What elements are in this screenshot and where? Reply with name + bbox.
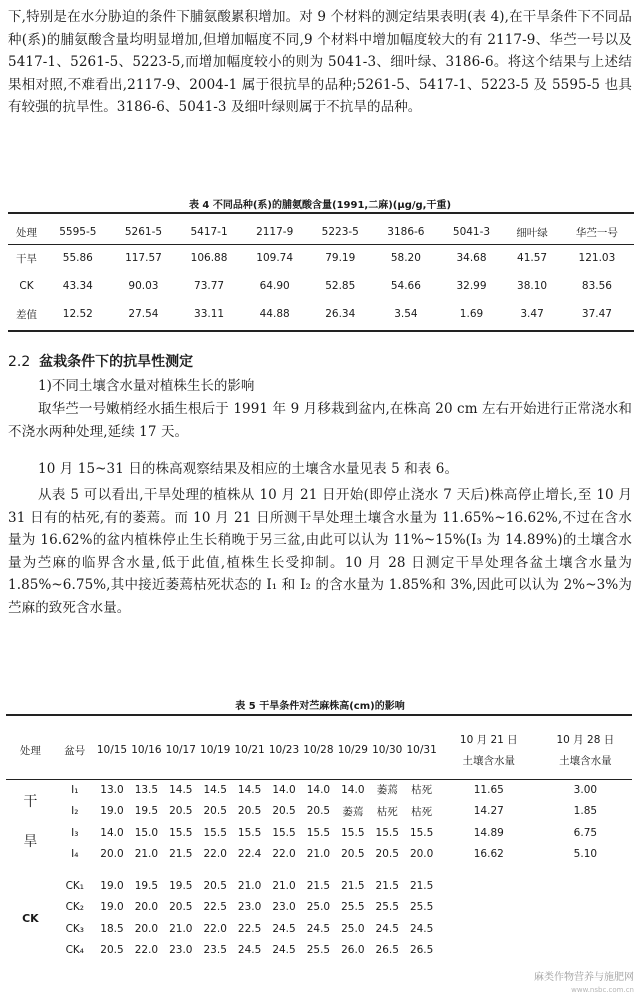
table5-head-date: 10/29 <box>337 744 368 756</box>
table5-cell: 14.0 <box>306 783 331 796</box>
paragraph-1: 取华苎一号嫩梢经水插生根后于 1991 年 9 月移栽到盆内,在株高 20 cm 左右开始进行正常浇水和不浇水两种处理,延续 17 天。 <box>8 401 632 440</box>
table5-pot: I₃ <box>71 826 79 839</box>
table4-cell: 38.10 <box>517 280 548 292</box>
table5-cell: 20.5 <box>237 805 262 818</box>
table5-row <box>6 918 632 940</box>
table5-head-moisture-1021 <box>439 721 539 779</box>
table5-cell: 20.5 <box>169 805 193 818</box>
table5-cell: 22.5 <box>203 901 227 914</box>
table5-cell: 15.5 <box>169 826 193 839</box>
table4-cell: 3.54 <box>394 308 418 320</box>
table5-cell: 13.5 <box>134 783 159 796</box>
table5-cell: 21.0 <box>306 848 331 861</box>
table5-cell: 24.5 <box>272 922 296 935</box>
table5-cell: 24.5 <box>306 922 331 935</box>
table5-cell: 枯死 <box>411 805 433 818</box>
table5-cell: 21.0 <box>169 922 193 935</box>
table4-cell: 26.34 <box>325 308 356 320</box>
table5-spacer-row <box>6 865 632 875</box>
table5-spacer-cell <box>6 865 632 875</box>
table4-cell: 1.69 <box>459 308 484 320</box>
table4-cell: 64.90 <box>259 280 290 292</box>
table4-header-cell: 3186-6 <box>387 226 425 238</box>
table5-row <box>6 897 632 919</box>
table4-cell: 55.86 <box>62 252 93 264</box>
table5-cell: 26.0 <box>341 944 365 957</box>
table5-header-row <box>6 721 632 779</box>
table5-pot: I₂ <box>71 805 79 818</box>
table5-group-drought-char2: 旱 <box>23 834 38 850</box>
table4-cell: 干旱 <box>16 252 38 265</box>
table5-cell: 20.0 <box>134 901 159 914</box>
paragraph-3: 从表 5 可以看出,干旱处理的植株从 10 月 21 日开始(即停止浇水 7 天后)株高停止增长,至 10 月 31 日有的枯死,有的萎蔫。而 10 月 21 日所测干旱处理土壤含水量为 11.65%~16.62%,不过在含水量为 16.62%的盆内植株停止生长稍晚于另三盆,由此可以认为 11%~15%(I₃ 为 14.89%)的土壤含水量为苎麻的临界含水量,低于此值,植株生长受抑制。10 月 28 日测定干旱处理各盆土壤含水量为 1.85%~6.75%,其中接近萎蔫枯死状态的 I₁ 和 I₂ 的含水量为 1.85%和 3%,因此可以认为 2%~3%为苎麻的致死含水量。 <box>8 487 632 616</box>
section-title: 盆栽条件下的抗旱性测定 <box>39 354 194 370</box>
table5-cell: 20.5 <box>169 901 193 914</box>
table5-cell: 15.5 <box>203 826 227 839</box>
table5-cell: 19.0 <box>100 879 124 892</box>
table4 <box>8 220 634 328</box>
table4-cell: 差值 <box>16 308 38 321</box>
table5-cell: 15.0 <box>134 826 159 839</box>
table5-moisture-1021 <box>439 897 539 919</box>
table5-cell: 14.0 <box>100 826 124 839</box>
table5-cell: 14.5 <box>169 783 193 796</box>
table4-cell: 27.54 <box>128 308 159 320</box>
table4-header-cell: 5223-5 <box>321 226 359 238</box>
table5-row <box>6 875 632 897</box>
table4-caption: 表 4 不同品种(系)的脯氨酸含量(1991,二麻)(μg/g,干重) <box>188 200 452 211</box>
table5-head-date: 10/21 <box>234 744 265 756</box>
table5-cell: 21.5 <box>341 879 365 892</box>
table5-cell: 25.0 <box>341 922 365 935</box>
table5-moisture-1028: 5.10 <box>573 848 598 861</box>
watermark <box>534 972 634 996</box>
table4-cell: CK <box>19 280 34 292</box>
table5-cell: 25.5 <box>409 901 434 914</box>
table4-cell: 44.88 <box>259 308 290 320</box>
table5-cell: 22.0 <box>203 848 227 861</box>
table5-head-date: 10/28 <box>303 744 334 756</box>
table5-moisture-1028: 1.85 <box>573 805 598 818</box>
table5-head-moisture-1028-label: 土壤含水量 <box>559 755 612 767</box>
table4-header-cell: 2117-9 <box>256 226 294 238</box>
table5-cell: 24.5 <box>409 922 434 935</box>
table4-cell: 12.52 <box>62 308 93 320</box>
table5-row <box>6 801 632 823</box>
table4-top-rule <box>8 212 634 214</box>
table5-cell: 20.5 <box>100 944 124 957</box>
table5-group-drought <box>6 779 55 865</box>
table5-cell: 19.5 <box>134 879 159 892</box>
watermark-title: 麻类作物营养与施肥网 <box>534 972 634 983</box>
table5-head-moisture-1021-label: 土壤含水量 <box>462 755 516 767</box>
table4-row <box>8 244 634 272</box>
table4-cell: 83.56 <box>581 280 612 292</box>
table4-row <box>8 300 634 328</box>
table5-moisture-1028 <box>539 875 632 897</box>
table5-cell: 20.0 <box>134 922 159 935</box>
table5-moisture-1021 <box>439 918 539 940</box>
table5-cell: 15.5 <box>409 826 434 839</box>
table5-cell: 枯死 <box>376 805 398 818</box>
table4-header-cell: 5041-3 <box>452 226 491 238</box>
table4-cell: 106.88 <box>190 252 228 264</box>
table4-cell: 3.47 <box>520 308 544 320</box>
table5-head-date: 10/30 <box>372 744 403 756</box>
table5-cell: 15.5 <box>341 826 365 839</box>
table4-cell: 52.85 <box>325 280 356 292</box>
table5-cell: 20.5 <box>341 848 365 861</box>
table5-cell: 18.5 <box>100 922 124 935</box>
table5-cell: 14.0 <box>272 783 296 796</box>
table5-moisture-1021: 14.89 <box>473 826 504 839</box>
table5-cell: 15.5 <box>375 826 399 839</box>
table5-moisture-1028: 6.75 <box>573 826 598 839</box>
table5-pot: CK₄ <box>65 944 85 957</box>
table5-moisture-1021: 11.65 <box>473 783 504 796</box>
table5-moisture-1021: 14.27 <box>473 805 504 818</box>
table5-row <box>6 822 632 844</box>
table4-cell: 33.11 <box>194 308 225 320</box>
table5-cell: 23.5 <box>203 944 227 957</box>
table4-header-cell: 5595-5 <box>59 226 97 238</box>
table5-cell: 21.5 <box>409 879 434 892</box>
table5-moisture-1028 <box>539 897 632 919</box>
watermark-url: www.nsbc.com.cn <box>571 986 634 994</box>
table5-cell: 25.5 <box>375 901 399 914</box>
paragraph-2: 10 月 15~31 日的株高观察结果及相应的土壤含水量见表 5 和表 6。 <box>38 461 459 477</box>
table5-cell: 20.5 <box>272 805 296 818</box>
table5-cell: 15.5 <box>237 826 262 839</box>
table5-cell: 20.0 <box>100 848 124 861</box>
table4-cell: 117.57 <box>125 252 162 264</box>
table5-cell: 萎蔫 <box>376 784 398 797</box>
intro-paragraph: 下,特别是在水分胁迫的条件下脯氨酸累积增加。对 9 个材料的测定结果表明(表 4),在干旱条件下不同品种(系)的脯氨酸含量均明显增加,但增加幅度不同,9 个材料中增加幅度较大的有 2117-9、华苎一号以及 5417-1、5261-5、5223-5,而增加幅度较小的则为 5041-3、细叶绿、3186-6。将这个结果与上述结果相对照,不难看出,2117-9、2004-1 属于很抗旱的品种;5261-5、5417-1、5223-5 及 5595-5 也具有较强的抗旱性。3186-6、5041-3 及细叶绿则属于不抗旱的品种。 <box>8 9 632 115</box>
table5-cell: 23.0 <box>272 901 296 914</box>
table4-cell: 73.77 <box>194 280 225 292</box>
table4-cell: 90.03 <box>128 280 159 292</box>
table5-top-rule <box>6 714 632 716</box>
table5-head-moisture-1021-date: 10 月 21 日 <box>459 734 518 746</box>
table5-cell: 20.5 <box>375 848 399 861</box>
table5-cell: 25.0 <box>306 901 331 914</box>
table4-cell: 34.68 <box>456 252 487 264</box>
table5-cell: 萎蔫 <box>342 805 364 818</box>
table5-cell: 14.5 <box>237 783 262 796</box>
table5-cell: 22.4 <box>237 848 262 861</box>
table5-cell: 23.0 <box>237 901 262 914</box>
table5-cell: 15.5 <box>306 826 331 839</box>
table5-body <box>6 779 632 961</box>
table5-moisture-1028 <box>539 918 632 940</box>
table4-header-cell: 华苎一号 <box>575 226 618 239</box>
table5-pot: CK₂ <box>65 901 85 914</box>
table5-head-treatment: 处理 <box>19 744 41 757</box>
table5-cell: 25.5 <box>341 901 365 914</box>
section-number: 2.2 <box>8 354 31 370</box>
table4-cell: 43.34 <box>62 280 93 292</box>
table5-head-pot: 盆号 <box>64 744 86 757</box>
table4-cell: 32.99 <box>456 280 487 292</box>
subsection-title: 1)不同土壤含水量对植株生长的影响 <box>38 378 255 394</box>
table5-cell: 15.5 <box>272 826 296 839</box>
table4-cell: 54.66 <box>390 280 421 292</box>
table4-cell: 37.47 <box>581 308 612 320</box>
table5-head-date: 10/17 <box>165 744 196 756</box>
table4-header-cell: 5261-5 <box>124 226 163 238</box>
table5-head-date: 10/19 <box>200 744 231 756</box>
table5 <box>6 721 632 961</box>
table5-cell: 19.5 <box>169 879 193 892</box>
table5-cell: 19.0 <box>100 805 124 818</box>
table5-cell: 19.5 <box>134 805 159 818</box>
table5-cell: 21.0 <box>237 879 262 892</box>
table5-pot: I₄ <box>71 848 79 861</box>
table5-cell: 21.5 <box>169 848 193 861</box>
table4-cell: 41.57 <box>517 252 548 264</box>
table5-cell: 22.5 <box>237 922 262 935</box>
table5-group-drought-char1: 干 <box>23 794 38 810</box>
table5-head-moisture-1028 <box>539 721 632 779</box>
table5-moisture-1028: 3.00 <box>573 783 598 796</box>
table5-head-date: 10/16 <box>131 744 162 756</box>
table5-row <box>6 779 632 801</box>
table5-moisture-1021 <box>439 875 539 897</box>
table5-cell: 26.5 <box>409 944 434 957</box>
table5-moisture-1021 <box>439 940 539 962</box>
table5-cell: 24.5 <box>375 922 399 935</box>
table5-cell: 26.5 <box>375 944 399 957</box>
table5-cell: 22.0 <box>272 848 296 861</box>
table5-head-date: 10/15 <box>96 744 128 756</box>
table5-cell: 21.0 <box>272 879 296 892</box>
table5-cell: 20.0 <box>409 848 434 861</box>
table5-cell: 20.5 <box>203 805 227 818</box>
table5-cell: 14.0 <box>341 783 365 796</box>
table4-header-cell: 处理 <box>16 226 38 239</box>
table5-cell: 20.5 <box>203 879 227 892</box>
table5-cell: 20.5 <box>306 805 331 818</box>
table5-cell: 23.0 <box>169 944 193 957</box>
table5-cell: 21.5 <box>375 879 399 892</box>
table5-caption: 表 5 干旱条件对苎麻株高(cm)的影响 <box>235 701 405 712</box>
table5-pot: I₁ <box>71 783 79 796</box>
table4-header-cell: 细叶绿 <box>516 226 548 239</box>
table5-group-ck: CK <box>22 911 39 925</box>
table4-cell: 79.19 <box>325 252 356 264</box>
table4-cell: 121.03 <box>578 252 616 264</box>
table5-head-date: 10/31 <box>406 744 437 756</box>
table5-cell: 24.5 <box>272 944 296 957</box>
table4-header-cell: 5417-1 <box>190 226 228 238</box>
table5-cell: 22.0 <box>203 922 227 935</box>
table4-cell: 58.20 <box>390 252 421 264</box>
table5-pot: CK₁ <box>65 879 85 892</box>
table5-moisture-1028 <box>539 940 632 962</box>
table4-header-row <box>8 220 634 244</box>
table5-cell: 19.0 <box>100 901 124 914</box>
table5-head-moisture-1028-date: 10 月 28 日 <box>556 734 615 746</box>
table5-cell: 14.5 <box>203 783 227 796</box>
table4-bottom-rule <box>8 330 634 332</box>
table5-cell: 21.0 <box>134 848 159 861</box>
table4-row <box>8 272 634 300</box>
table4-cell: 109.74 <box>256 252 294 264</box>
table5-cell: 24.5 <box>237 944 262 957</box>
table5-cell: 13.0 <box>100 783 124 796</box>
table5-cell: 21.5 <box>306 879 331 892</box>
table5-cell: 25.5 <box>306 944 331 957</box>
section-heading <box>8 351 193 373</box>
table5-pot: CK₃ <box>65 922 85 935</box>
table5-cell: 枯死 <box>411 784 433 797</box>
table5-moisture-1021: 16.62 <box>473 848 504 861</box>
table5-cell: 22.0 <box>134 944 159 957</box>
table5-row <box>6 844 632 866</box>
table5-row <box>6 940 632 962</box>
table5-head-date: 10/23 <box>268 744 300 756</box>
